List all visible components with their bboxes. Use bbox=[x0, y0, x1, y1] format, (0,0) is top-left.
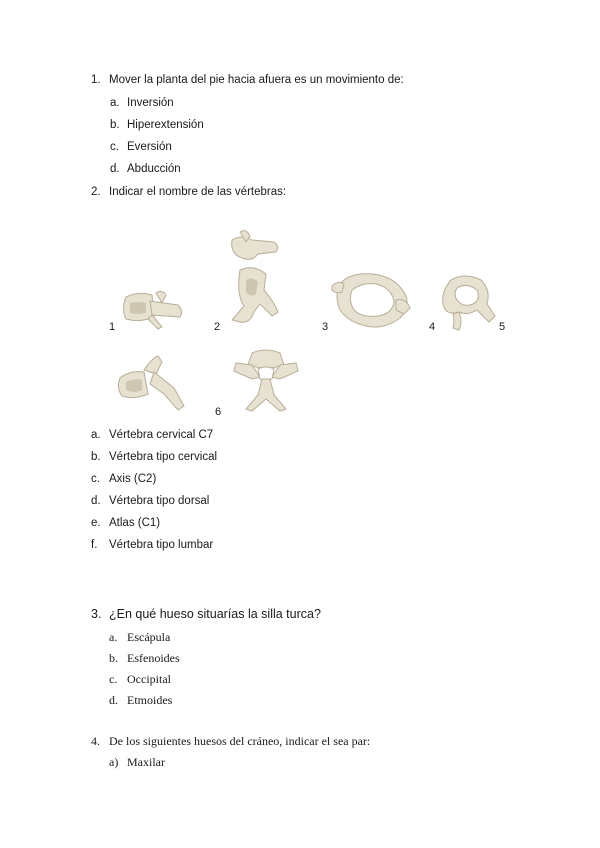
q3-option-letter: a. bbox=[109, 630, 118, 644]
q1-option-letter: c. bbox=[110, 141, 119, 153]
q1-text: Mover la planta del pie hacia afuera es un movimiento de: bbox=[109, 74, 404, 86]
image-label-1: 1 bbox=[109, 321, 116, 333]
q3-option-text: Etmoides bbox=[127, 693, 173, 707]
q2-option-text: Axis (C2) bbox=[109, 473, 157, 485]
q2-option-letter: e. bbox=[91, 517, 101, 529]
q1-option-letter: d. bbox=[110, 163, 120, 175]
q2-option-letter: c. bbox=[91, 473, 100, 485]
q2-option-letter: a. bbox=[91, 429, 101, 441]
q2-option-text: Vértebra tipo lumbar bbox=[109, 539, 214, 551]
q1-option-letter: b. bbox=[110, 119, 120, 131]
q2-option-text: Vértebra cervical C7 bbox=[109, 429, 214, 441]
q1-option-text: Inversión bbox=[127, 97, 174, 109]
q3-number: 3. bbox=[91, 607, 102, 621]
q2-option-text: Atlas (C1) bbox=[109, 517, 161, 529]
vertebra-image-6b bbox=[230, 347, 302, 413]
q2-option-letter: f. bbox=[91, 539, 98, 551]
q2-option-letter: d. bbox=[91, 495, 101, 507]
q2-option-letter: b. bbox=[91, 451, 101, 463]
image-label-2: 2 bbox=[214, 321, 221, 333]
q1-option-text: Eversión bbox=[127, 141, 172, 153]
q4-text: De los siguientes huesos del cráneo, indicar el sea par: bbox=[109, 734, 371, 748]
q4-option-text: Maxilar bbox=[127, 755, 165, 769]
q4-option-letter: a) bbox=[109, 755, 119, 769]
q2-option-text: Vértebra tipo dorsal bbox=[109, 495, 210, 507]
image-label-3: 3 bbox=[322, 321, 329, 333]
q1-option-letter: a. bbox=[110, 97, 120, 109]
q3-option-text: Escápula bbox=[127, 630, 171, 644]
vertebra-image-1 bbox=[118, 287, 188, 332]
q2-option-text: Vértebra tipo cervical bbox=[109, 451, 218, 463]
q3-option-letter: c. bbox=[109, 672, 118, 686]
image-label-6: 6 bbox=[215, 406, 222, 418]
q3-option-letter: d. bbox=[109, 693, 118, 707]
q4-number: 4. bbox=[91, 734, 100, 748]
image-label-4: 4 bbox=[429, 321, 436, 333]
q3-option-text: Occipital bbox=[127, 672, 171, 686]
q1-option-text: Hiperextensión bbox=[127, 119, 204, 131]
image-label-5: 5 bbox=[499, 321, 506, 333]
q1-number: 1. bbox=[91, 74, 101, 86]
q3-option-letter: b. bbox=[109, 651, 118, 665]
vertebra-image-2 bbox=[222, 228, 284, 330]
q2-text: Indicar el nombre de las vértebras: bbox=[109, 186, 287, 198]
q1-option-text: Abducción bbox=[127, 163, 181, 175]
q3-option-text: Esfenoides bbox=[127, 651, 180, 665]
vertebra-image-4 bbox=[437, 272, 497, 332]
vertebra-image-6a bbox=[114, 352, 194, 412]
q2-number: 2. bbox=[91, 186, 101, 198]
vertebra-image-3 bbox=[330, 270, 412, 332]
q3-text: ¿En qué hueso situarías la silla turca? bbox=[109, 607, 321, 621]
